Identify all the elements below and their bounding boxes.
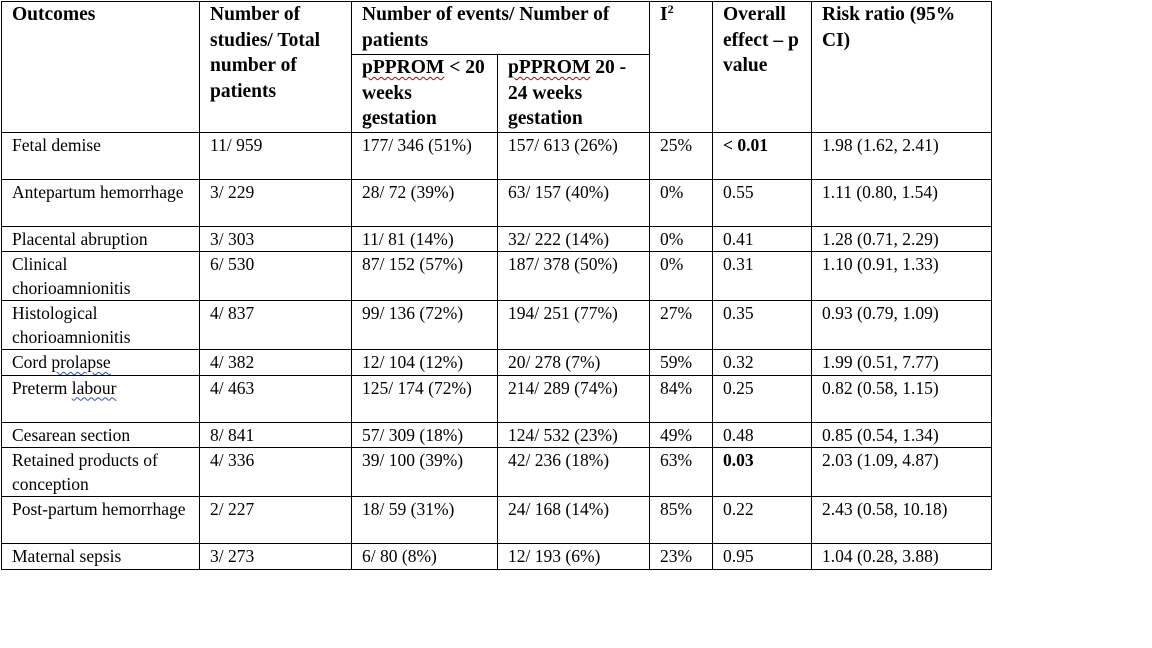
cell-p-value: 0.48: [713, 422, 812, 448]
header-outcomes: Outcomes: [2, 2, 200, 133]
cell-p-value: 0.55: [713, 179, 812, 226]
table-row: [2, 301, 992, 350]
cell-20-24: 12/ 193 (6%): [498, 544, 650, 570]
cell-i2: 0%: [650, 252, 713, 301]
table-row: [2, 179, 992, 226]
cell-studies: 3/ 273: [200, 544, 352, 570]
spellcheck-word: pPPROM: [508, 57, 591, 78]
cell-i2: 0%: [650, 226, 713, 252]
cell-studies: 4/ 382: [200, 350, 352, 376]
cell-risk-ratio: 1.04 (0.28, 3.88): [812, 544, 992, 570]
table-row: [2, 252, 992, 301]
cell-20-24: 32/ 222 (14%): [498, 226, 650, 252]
cell-risk-ratio: 0.82 (0.58, 1.15): [812, 375, 992, 422]
cell-studies: 6/ 530: [200, 252, 352, 301]
table-row: [2, 544, 992, 570]
cell-risk-ratio: 0.85 (0.54, 1.34): [812, 422, 992, 448]
cell-20-24: 214/ 289 (74%): [498, 375, 650, 422]
cell-outcome: Antepartum hemorrhage: [2, 179, 200, 226]
cell-i2: 25%: [650, 132, 713, 179]
header-studies: Number of studies/ Total number of patients: [200, 2, 352, 133]
cell-lt20: 39/ 100 (39%): [352, 448, 498, 497]
table-header: [2, 2, 992, 133]
cell-studies: 3/ 229: [200, 179, 352, 226]
cell-p-value: 0.95: [713, 544, 812, 570]
header-group-20-24-rest: 20 - 24 weeks gestation: [508, 57, 627, 129]
cell-studies: 2/ 227: [200, 497, 352, 544]
cell-p-value: < 0.01: [713, 132, 812, 179]
cell-lt20: 87/ 152 (57%): [352, 252, 498, 301]
cell-risk-ratio: 1.28 (0.71, 2.29): [812, 226, 992, 252]
cell-risk-ratio: 1.10 (0.91, 1.33): [812, 252, 992, 301]
header-i2-base: I: [660, 4, 668, 25]
grammar-check-word: prolapse: [51, 352, 111, 372]
cell-p-value: 0.41: [713, 226, 812, 252]
cell-p-value: 0.35: [713, 301, 812, 350]
table-row: [2, 497, 992, 544]
cell-i2: 59%: [650, 350, 713, 376]
cell-studies: 4/ 336: [200, 448, 352, 497]
cell-outcome: Placental abruption: [2, 226, 200, 252]
cell-20-24: 124/ 532 (23%): [498, 422, 650, 448]
cell-outcome: Histological chorioamnionitis: [2, 301, 200, 350]
cell-risk-ratio: 1.11 (0.80, 1.54): [812, 179, 992, 226]
header-overall-effect: Overall effect – p value: [713, 2, 812, 133]
cell-20-24: 24/ 168 (14%): [498, 497, 650, 544]
header-group-lt20-rest: < 20 weeks gestation: [362, 57, 485, 129]
table-body: [2, 132, 992, 569]
cell-p-value: 0.22: [713, 497, 812, 544]
cell-risk-ratio: 2.03 (1.09, 4.87): [812, 448, 992, 497]
cell-outcome: Clinical chorioamnionitis: [2, 252, 200, 301]
cell-20-24: 187/ 378 (50%): [498, 252, 650, 301]
cell-lt20: 57/ 309 (18%): [352, 422, 498, 448]
header-group-lt20: [352, 55, 498, 133]
cell-studies: 4/ 837: [200, 301, 352, 350]
cell-p-value: 0.31: [713, 252, 812, 301]
outcomes-table: [1, 1, 992, 570]
cell-lt20: 6/ 80 (8%): [352, 544, 498, 570]
table-row: [2, 375, 992, 422]
cell-outcome: Maternal sepsis: [2, 544, 200, 570]
cell-20-24: 194/ 251 (77%): [498, 301, 650, 350]
header-i2: [650, 2, 713, 133]
cell-i2: 0%: [650, 179, 713, 226]
header-events-group: Number of events/ Number of patients: [352, 2, 650, 55]
cell-i2: 27%: [650, 301, 713, 350]
cell-outcome: Preterm labour: [2, 375, 200, 422]
table-row: [2, 226, 992, 252]
cell-studies: 3/ 303: [200, 226, 352, 252]
cell-risk-ratio: 1.98 (1.62, 2.41): [812, 132, 992, 179]
cell-risk-ratio: 2.43 (0.58, 10.18): [812, 497, 992, 544]
header-risk-ratio: Risk ratio (95% CI): [812, 2, 992, 133]
cell-20-24: 42/ 236 (18%): [498, 448, 650, 497]
header-group-20-24: [498, 55, 650, 133]
grammar-check-word: labour: [71, 377, 117, 398]
cell-p-value: 0.32: [713, 350, 812, 376]
cell-lt20: 18/ 59 (31%): [352, 497, 498, 544]
cell-outcome: Cesarean section: [2, 422, 200, 448]
cell-outcome: Post-partum hemorrhage: [2, 497, 200, 544]
cell-p-value: 0.03: [713, 448, 812, 497]
cell-risk-ratio: 1.99 (0.51, 7.77): [812, 350, 992, 376]
cell-lt20: 125/ 174 (72%): [352, 375, 498, 422]
cell-outcome: Cord prolapse: [2, 350, 200, 376]
cell-studies: 4/ 463: [200, 375, 352, 422]
cell-risk-ratio: 0.93 (0.79, 1.09): [812, 301, 992, 350]
cell-lt20: 177/ 346 (51%): [352, 132, 498, 179]
table-row: [2, 422, 992, 448]
cell-outcome: Fetal demise: [2, 132, 200, 179]
cell-lt20: 12/ 104 (12%): [352, 350, 498, 376]
cell-outcome: Retained products of conception: [2, 448, 200, 497]
cell-i2: 63%: [650, 448, 713, 497]
cell-i2: 85%: [650, 497, 713, 544]
cell-studies: 8/ 841: [200, 422, 352, 448]
cell-studies: 11/ 959: [200, 132, 352, 179]
header-i2-sup: 2: [667, 2, 674, 16]
cell-lt20: 99/ 136 (72%): [352, 301, 498, 350]
cell-i2: 23%: [650, 544, 713, 570]
table-row: [2, 132, 992, 179]
spellcheck-word: pPPROM: [362, 57, 445, 78]
cell-lt20: 11/ 81 (14%): [352, 226, 498, 252]
cell-lt20: 28/ 72 (39%): [352, 179, 498, 226]
table-row: [2, 350, 992, 376]
cell-i2: 84%: [650, 375, 713, 422]
cell-p-value: 0.25: [713, 375, 812, 422]
table-row: [2, 448, 992, 497]
cell-20-24: 20/ 278 (7%): [498, 350, 650, 376]
cell-i2: 49%: [650, 422, 713, 448]
cell-20-24: 63/ 157 (40%): [498, 179, 650, 226]
cell-20-24: 157/ 613 (26%): [498, 132, 650, 179]
